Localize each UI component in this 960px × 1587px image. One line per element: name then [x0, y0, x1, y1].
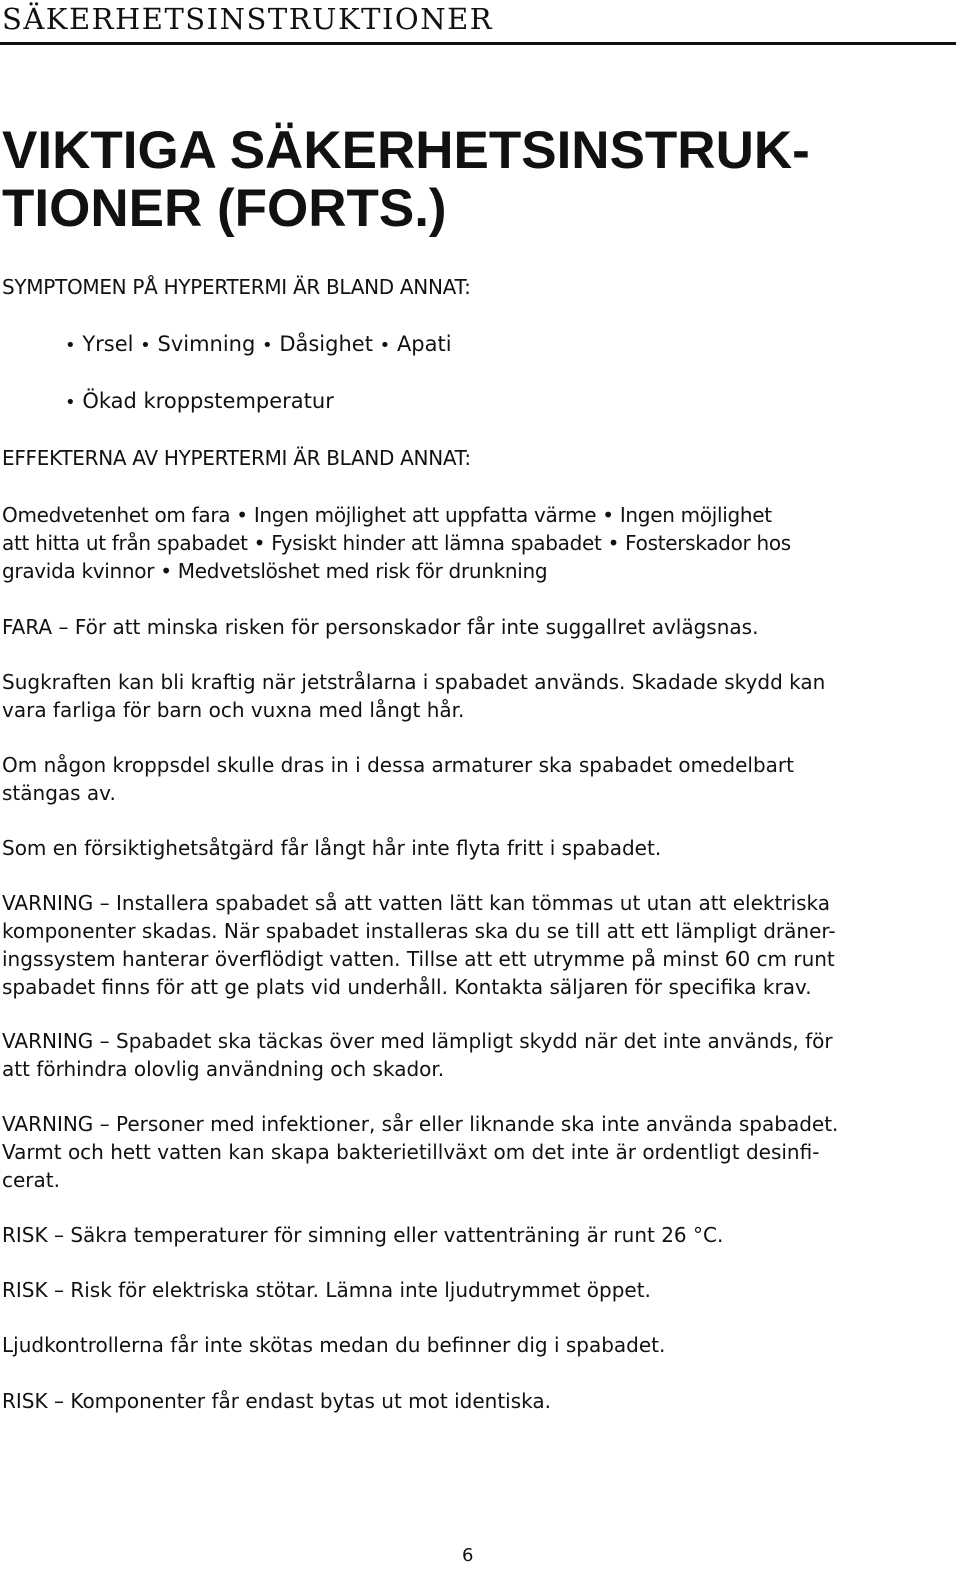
symptom-item: Svimning — [157, 332, 256, 356]
paragraph-line: VARNING – Installera spabadet så att vatten lätt kan tömmas ut utan att elektriska — [2, 891, 831, 915]
symptom-item: Ökad kroppstemperatur — [82, 389, 334, 413]
risk-temperature-paragraph — [2, 1221, 947, 1249]
running-header — [0, 0, 956, 45]
bullet-icon: • — [262, 335, 273, 356]
warning-infection-paragraph — [2, 1110, 947, 1194]
paragraph-line: spabadet finns för att ge plats vid underhåll. Kontakta säljaren för specifika krav. — [2, 975, 812, 999]
paragraph-line: Om någon kroppsdel skulle dras in i dessa armaturer ska spabadet omedelbart — [2, 753, 794, 777]
paragraph-line: vara farliga för barn och vuxna med långt hår. — [2, 698, 465, 722]
danger-suction-grate — [2, 613, 947, 641]
body-part-paragraph — [2, 751, 947, 807]
symptom-item: Apati — [396, 332, 452, 356]
paragraph-line: Sugkraften kan bli kraftig när jetstrålarna i spabadet används. Skadade skydd kan — [2, 670, 826, 694]
paragraph-line: Ljudkontrollerna får inte skötas medan du befinner dig i spabadet. — [2, 1333, 666, 1357]
symptoms-heading: SYMPTOMEN PÅ HYPERTERMI ÄR BLAND ANNAT: — [2, 275, 471, 299]
bullet-icon: • — [65, 392, 76, 413]
paragraph-line: ingssystem hanterar överflödigt vatten. Tillse att ett utrymme på minst 60 cm runt — [2, 947, 835, 971]
paragraph-line: stängas av. — [2, 781, 116, 805]
page-title-line: TIONER (FORTS.) — [2, 179, 447, 238]
paragraph-line: Varmt och hett vatten kan skapa bakterietillväxt om det inte är ordentligt desinfi- — [2, 1140, 820, 1164]
paragraph-line: cerat. — [2, 1168, 60, 1192]
effects-line: att hitta ut från spabadet • Fysiskt hinder att lämna spabadet • Fosterskador hos — [2, 531, 791, 555]
paragraph-line: VARNING – Spabadet ska täckas över med lämpligt skydd när det inte används, för — [2, 1029, 833, 1053]
warning-cover-paragraph — [2, 1027, 947, 1083]
paragraph-line: komponenter skadas. När spabadet installeras ska du se till att ett lämpligt dräner- — [2, 919, 836, 943]
page-title-line: VIKTIGA SÄKERHETSINSTRUK- — [2, 121, 810, 180]
symptoms-bullet-row — [65, 330, 452, 360]
risk-electric-paragraph — [2, 1276, 947, 1304]
effects-heading: EFFEKTERNA AV HYPERTERMI ÄR BLAND ANNAT: — [2, 446, 471, 470]
paragraph-line: RISK – Risk för elektriska stötar. Lämna inte ljudutrymmet öppet. — [2, 1278, 651, 1302]
bullet-icon: • — [140, 335, 151, 356]
paragraph-line: FARA – För att minska risken för personskador får inte suggallret avlägsnas. — [2, 615, 759, 639]
risk-components-paragraph — [2, 1387, 947, 1415]
effects-list — [2, 501, 947, 585]
effects-line: Omedvetenhet om fara • Ingen möjlighet att uppfatta värme • Ingen möjlighet — [2, 503, 772, 527]
symptoms-bullet-row — [65, 387, 334, 417]
hair-precaution-paragraph — [2, 834, 947, 862]
symptom-item: Dåsighet — [279, 332, 373, 356]
page-number: 6 — [462, 1545, 474, 1566]
paragraph-line: RISK – Säkra temperaturer för simning eller vattenträning är runt 26 °C. — [2, 1223, 724, 1247]
audio-controls-paragraph — [2, 1331, 947, 1359]
warning-installation-paragraph — [2, 889, 947, 1001]
symptom-item: Yrsel — [82, 332, 134, 356]
running-header-title: SÄKERHETSINSTRUKTIONER — [2, 2, 494, 36]
effects-line: gravida kvinnor • Medvetslöshet med risk för drunkning — [2, 559, 548, 583]
paragraph-line: RISK – Komponenter får endast bytas ut mot identiska. — [2, 1389, 551, 1413]
paragraph-line: VARNING – Personer med infektioner, sår eller liknande ska inte använda spabadet. — [2, 1112, 839, 1136]
bullet-icon: • — [65, 335, 76, 356]
bullet-icon: • — [379, 335, 391, 356]
suction-warning-paragraph — [2, 668, 947, 724]
paragraph-line: att förhindra olovlig användning och skador. — [2, 1057, 445, 1081]
page-title — [2, 122, 942, 238]
paragraph-line: Som en försiktighetsåtgärd får långt hår inte flyta fritt i spabadet. — [2, 836, 662, 860]
